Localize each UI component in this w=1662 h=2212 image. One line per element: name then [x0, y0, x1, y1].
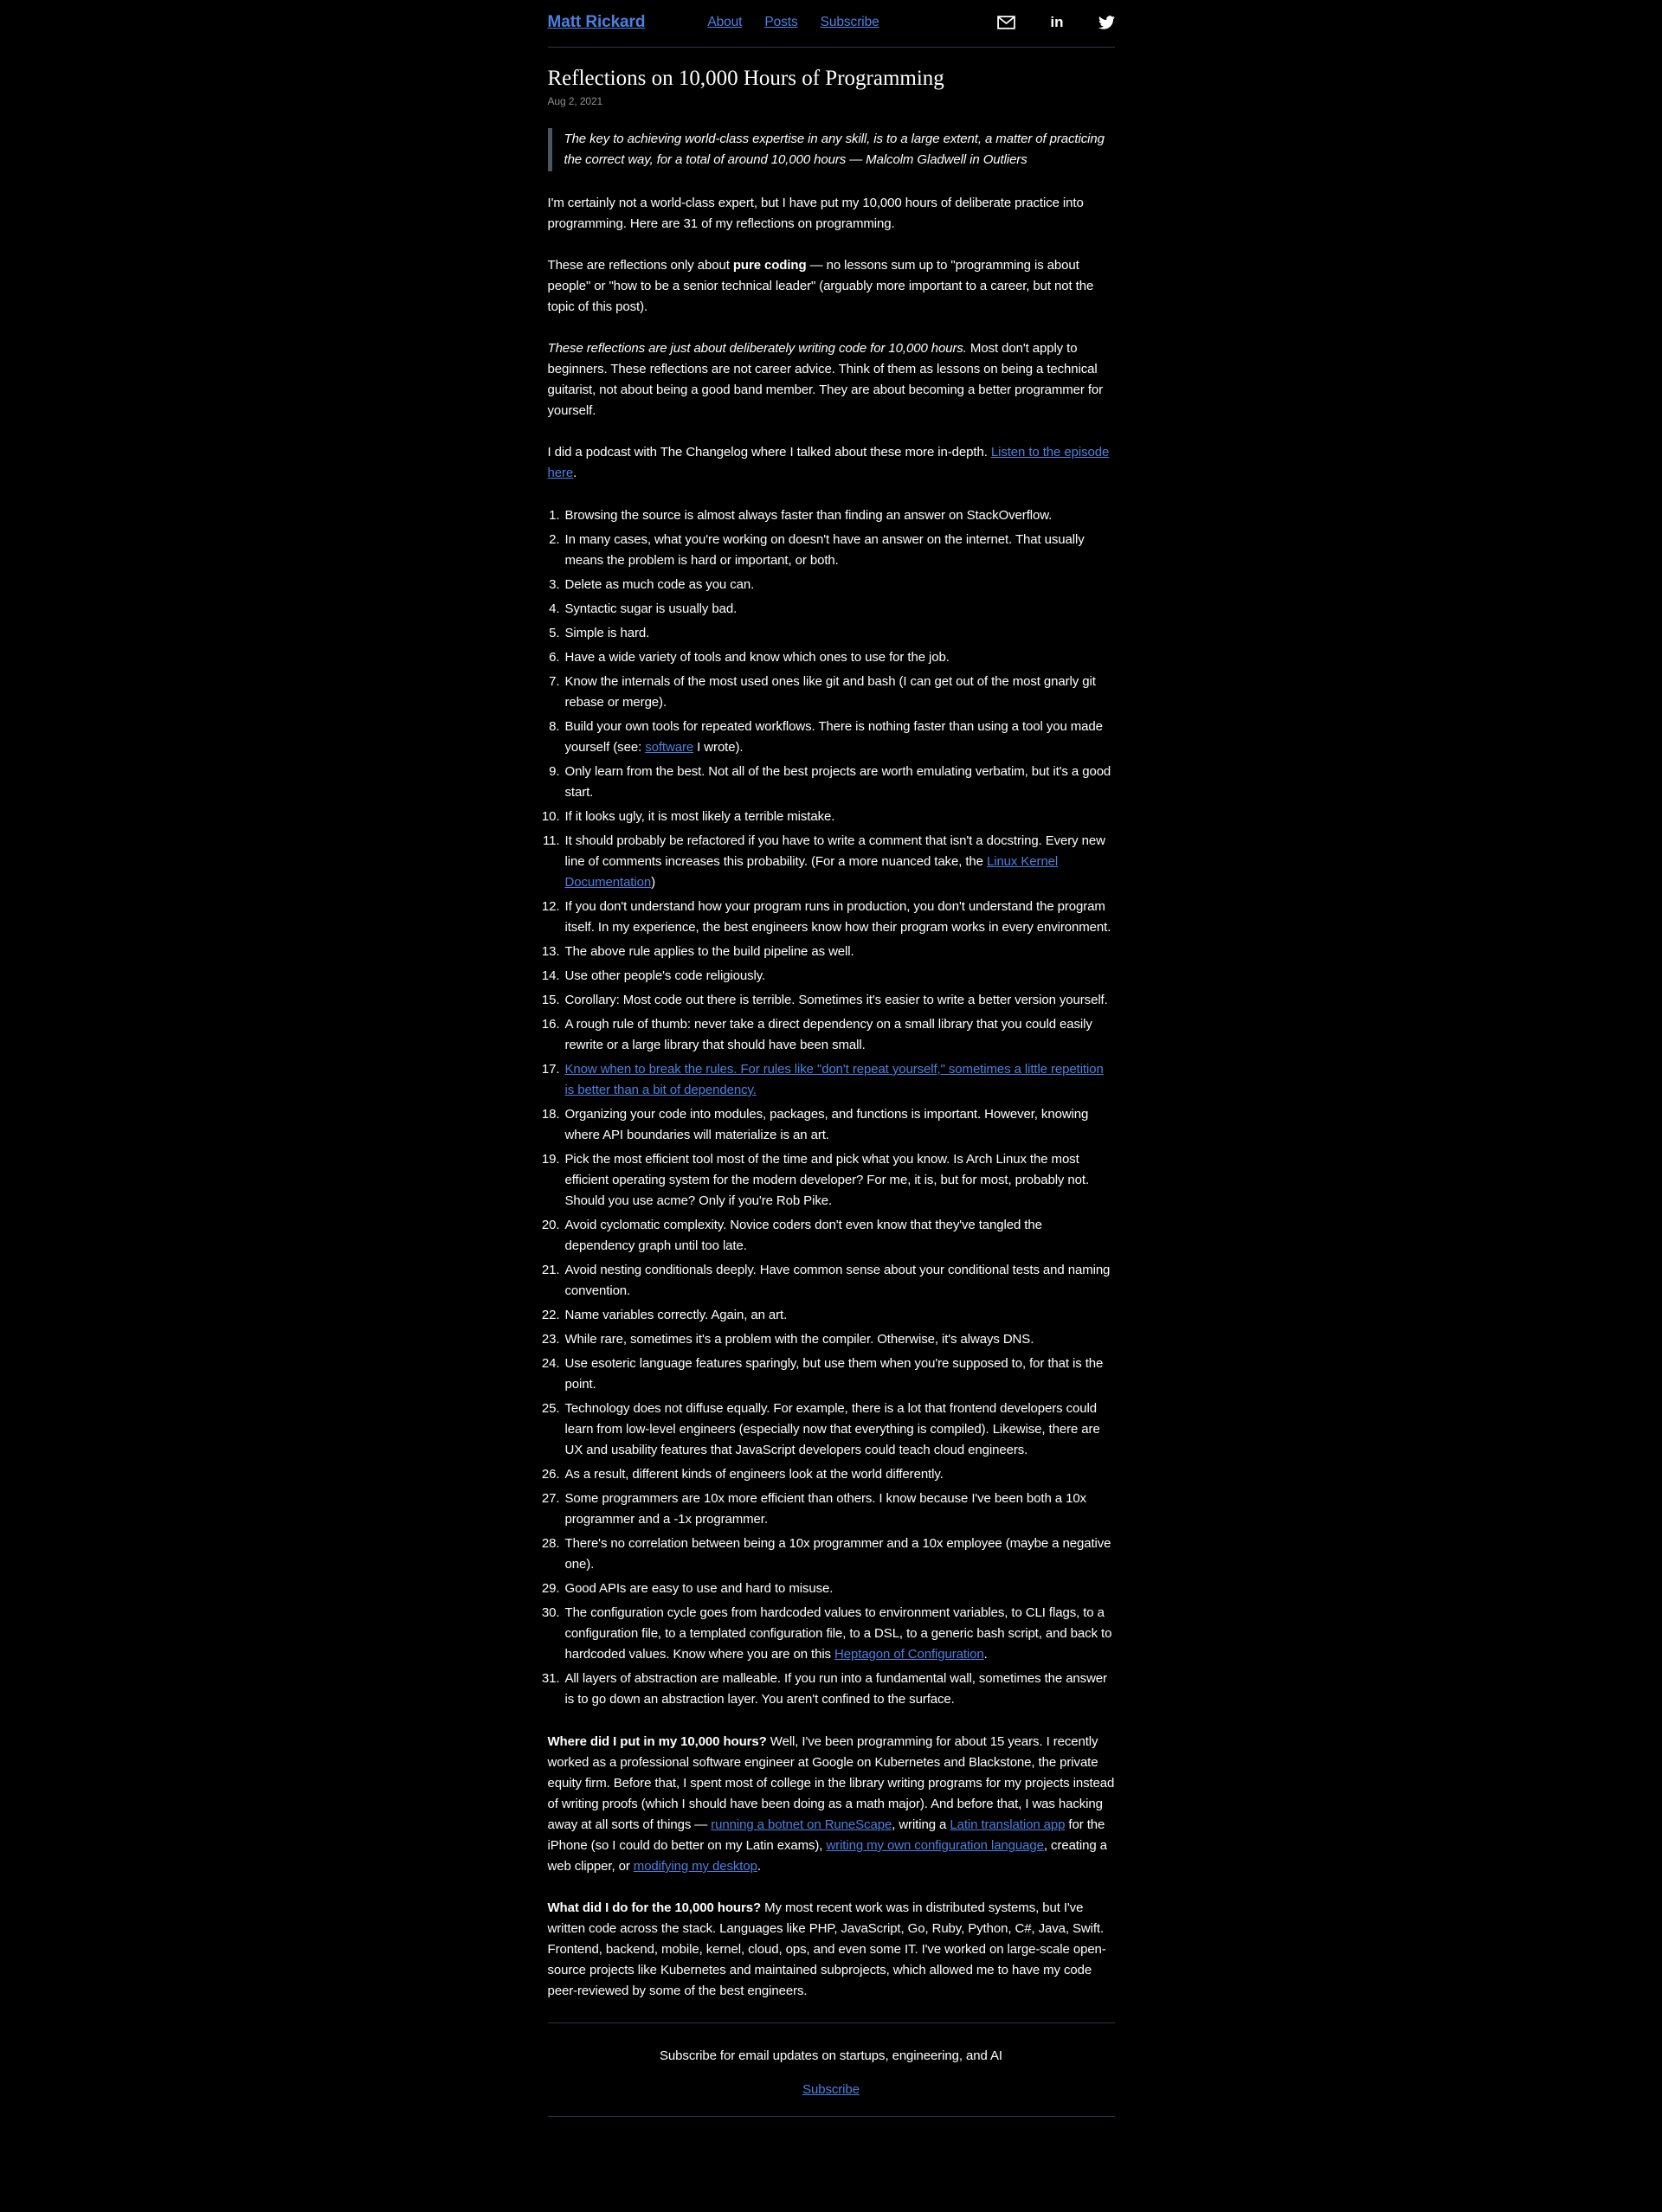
inline-link[interactable]: running a botnet on RuneScape: [711, 1817, 892, 1832]
email-icon[interactable]: [997, 16, 1015, 29]
text-run: As a result, different kinds of engineers look at the world differently.: [564, 1467, 944, 1482]
text-run: These reflections are just about deliberately writing code for 10,000 hours.: [547, 341, 967, 356]
list-item: [564, 1489, 1115, 1530]
post-date: Aug 2, 2021: [547, 95, 603, 107]
inline-link[interactable]: software: [645, 740, 694, 755]
text-run: Organizing your code into modules, packages, and functions is important. However, knowing where API boundaries will materialize is an art.: [564, 1107, 1089, 1142]
list-item: [564, 897, 1115, 938]
outro-paragraph: [548, 1898, 1115, 2002]
list-item: [564, 672, 1115, 713]
list-item: [564, 623, 1115, 644]
text-run: In many cases, what you're working on doesn't have an answer on the internet. That usually means the problem is hard or important, or both.: [564, 532, 1085, 568]
text-run: What did I do for the 10,000 hours?: [547, 1900, 762, 1915]
list-item: [564, 1059, 1115, 1101]
content-column: [548, 0, 1115, 2117]
text-run: , creating a web clipper, or: [547, 1838, 1107, 1874]
inline-link[interactable]: Listen to the episode here: [547, 445, 1110, 480]
list-item: [564, 505, 1115, 526]
text-run: Pick the most efficient tool most of the time and pick what you know. Is Arch Linux the most efficient operating system for the modern developer? For me, it is, but for most, probably not. Should you use acme? Only if you're Rob Pike.: [564, 1152, 1090, 1208]
text-run: Well, I've been programming for about 15 years. I recently worked as a professional software engineer at Google on Kubernetes and Blackstone, the private equity firm. Before that, I spent most of college in the library writing programs for my projects instead of writing proofs (which I should have been doing as a math major). And before that, I was hacking away at all sorts of things —: [547, 1734, 1115, 1832]
list-item: [564, 1305, 1115, 1326]
text-run: Simple is hard.: [564, 626, 650, 640]
main-nav: [707, 12, 879, 33]
footer-note: Subscribe for email updates on startups, engineering, and AI: [660, 2048, 1002, 2063]
list-item: [564, 966, 1115, 987]
text-run: .: [573, 466, 577, 480]
list-item: [564, 1464, 1115, 1485]
list-item: [564, 1579, 1115, 1599]
text-run: If it looks ugly, it is most likely a terrible mistake.: [564, 809, 835, 824]
footer-subscribe-link[interactable]: Subscribe: [802, 2082, 860, 2097]
list-item: [564, 762, 1115, 803]
text-run: The key to achieving world-class expertise in any skill, is to a large extent, a matter of practicing the correct way, for a total of around 10,000 hours — Malcolm Gladwell in Outliers: [564, 132, 1105, 167]
outro-paragraph: [548, 1732, 1115, 1877]
list-item: [564, 1399, 1115, 1461]
list-item: [564, 1149, 1115, 1212]
list-item: [564, 647, 1115, 668]
quote-block: [548, 128, 1115, 171]
list-item: [564, 990, 1115, 1011]
text-run: It should probably be refactored if you have to write a comment that isn't a docstring. Every new line of comments increases this probability. (For a more nuanced take, the: [564, 833, 1105, 869]
inline-link[interactable]: modifying my desktop: [633, 1859, 757, 1874]
text-run: There's no correlation between being a 10x programmer and a 10x employee (maybe a negative one).: [564, 1536, 1111, 1572]
list-item: [564, 1104, 1115, 1146]
text-run: Name variables correctly. Again, an art.: [564, 1308, 788, 1322]
list-item: [564, 1329, 1115, 1350]
text-run: Only learn from the best. Not all of the best projects are worth emulating verbatim, but it's a good start.: [564, 764, 1111, 800]
text-run: These are reflections only about: [547, 258, 733, 273]
text-run: Avoid cyclomatic complexity. Novice coders don't even know that they've tangled the dependency graph until too late.: [564, 1218, 1042, 1253]
inline-link[interactable]: Know when to break the rules. For rules like "don't repeat yourself," sometimes a little repetition is better than a bit of dependency.: [564, 1062, 1104, 1097]
text-run: pure coding: [732, 258, 807, 273]
intro-paragraph: [548, 442, 1115, 484]
brand-link[interactable]: Matt Rickard: [547, 13, 646, 31]
inline-link[interactable]: Linux Kernel Documentation: [564, 854, 1059, 890]
text-run: If you don't understand how your program runs in production, you don't understand the program itself. In my experience, the best engineers know how their program works in every environment.: [564, 899, 1111, 935]
article: [548, 65, 1115, 2002]
reflections-list: [548, 505, 1115, 1710]
text-run: I'm certainly not a world-class expert, but I have put my 10,000 hours of deliberate practice into programming. Here are 31 of my reflections on programming.: [547, 196, 1084, 231]
text-run: The configuration cycle goes from hardcoded values to environment variables, to CLI flags, to a configuration file, to a templated configuration file, to a DSL, to a generic bash script, and back to hardcoded values. Know where you are on this: [564, 1605, 1112, 1662]
text-run: ): [651, 875, 655, 890]
linkedin-icon[interactable]: in: [1050, 13, 1064, 30]
list-item: [564, 1260, 1115, 1302]
text-run: Where did I put in my 10,000 hours?: [547, 1734, 767, 1749]
text-run: Know the internals of the most used ones like git and bash (I can get out of the most gnarly git rebase or merge).: [564, 674, 1096, 710]
site-header: [548, 0, 1115, 48]
text-run: Browsing the source is almost always faster than finding an answer on StackOverflow.: [564, 508, 1053, 523]
list-item: [564, 717, 1115, 758]
inline-link[interactable]: Heptagon of Configuration: [834, 1647, 984, 1662]
text-run: Syntactic sugar is usually bad.: [564, 601, 738, 616]
list-item: [564, 1215, 1115, 1257]
text-run: Corollary: Most code out there is terrible. Sometimes it's easier to write a better version yourself.: [564, 993, 1108, 1007]
list-item: [564, 1603, 1115, 1665]
bottom-divider: [548, 2116, 1115, 2117]
list-item: [564, 575, 1115, 595]
text-run: Have a wide variety of tools and know which ones to use for the job.: [564, 650, 950, 665]
text-run: My most recent work was in distributed systems, but I've written code across the stack. Languages like PHP, JavaScript, Go, Ruby, Python, C#, Java, Swift. Frontend, backend, mobile, kernel, cloud, ops, and even some IT. I've worked on large-scale open-source projects like Kubernetes and maintained subprojects, which allowed me to have my code peer-reviewed by some of the best engineers.: [547, 1900, 1106, 1998]
text-run: .: [757, 1859, 761, 1874]
text-run: The above rule applies to the build pipeline as well.: [564, 944, 854, 959]
text-run: Build your own tools for repeated workflows. There is nothing faster than using a tool you made yourself (see:: [564, 719, 1103, 755]
text-run: A rough rule of thumb: never take a direct dependency on a small library that you could easily rewrite or a large library that should have been small.: [564, 1017, 1092, 1052]
nav-subscribe[interactable]: Subscribe: [820, 14, 879, 29]
list-item: [564, 831, 1115, 893]
text-run: Most don't apply to beginners. These reflections are not career advice. Think of them as lessons on being a technical guitarist, not about being a good band member. They are about becoming a better programmer for yourself.: [547, 341, 1104, 418]
list-item: [564, 807, 1115, 827]
text-run: Good APIs are easy to use and hard to misuse.: [564, 1581, 834, 1596]
intro-paragraph: [548, 255, 1115, 318]
inline-link[interactable]: Latin translation app: [950, 1817, 1066, 1832]
text-run: Use esoteric language features sparingly, but use them when you're supposed to, for that is the point.: [564, 1356, 1104, 1392]
site-footer: [548, 2046, 1115, 2100]
list-item: [564, 942, 1115, 962]
text-run: .: [983, 1647, 988, 1662]
nav-posts[interactable]: Posts: [764, 14, 798, 29]
list-item: [564, 1354, 1115, 1395]
list-item: [564, 599, 1115, 620]
text-run: Some programmers are 10x more efficient than others. I know because I've been both a 10x programmer and a -1x programmer.: [564, 1491, 1086, 1527]
text-run: Avoid nesting conditionals deeply. Have common sense about your conditional tests and naming convention.: [564, 1263, 1111, 1298]
text-run: While rare, sometimes it's a problem with the compiler. Otherwise, it's always DNS.: [564, 1332, 1034, 1347]
text-run: Technology does not diffuse equally. For example, there is a lot that frontend developers could learn from low-level engineers (especially now that everything is compiled). Likewise, there are UX and usability features that JavaScript developers could teach cloud engineers.: [564, 1401, 1100, 1457]
text-run: — no lessons sum up to "programming is about people" or "how to be a senior technical leader" (arguably more important to a career, but not the topic of this post).: [547, 258, 1094, 314]
footer-divider: [548, 2022, 1115, 2023]
intro-paragraph: [548, 193, 1115, 235]
text-run: for the iPhone (so I could do better on my Latin exams),: [547, 1817, 1105, 1853]
text-run: I wrote).: [693, 740, 744, 755]
inline-link[interactable]: writing my own configuration language: [826, 1838, 1044, 1853]
list-item: [564, 1014, 1115, 1056]
list-item: [564, 530, 1115, 571]
text-run: Delete as much code as you can.: [564, 577, 755, 592]
list-item: [564, 1669, 1115, 1710]
text-run: Use other people's code religiously.: [564, 968, 766, 983]
text-run: , writing a: [892, 1817, 950, 1832]
intro-paragraph: [548, 338, 1115, 421]
text-run: All layers of abstraction are malleable. If you run into a fundamental wall, sometimes the answer is to go down an abstraction layer. You aren't confined to the surface.: [564, 1671, 1107, 1707]
page-title: Reflections on 10,000 Hours of Programming: [547, 67, 944, 90]
nav-about[interactable]: About: [707, 14, 743, 29]
text-run: I did a podcast with The Changelog where I talked about these more in-depth.: [547, 445, 991, 460]
list-item: [564, 1534, 1115, 1575]
social-icons: [997, 12, 1114, 33]
twitter-icon[interactable]: [1098, 16, 1115, 29]
